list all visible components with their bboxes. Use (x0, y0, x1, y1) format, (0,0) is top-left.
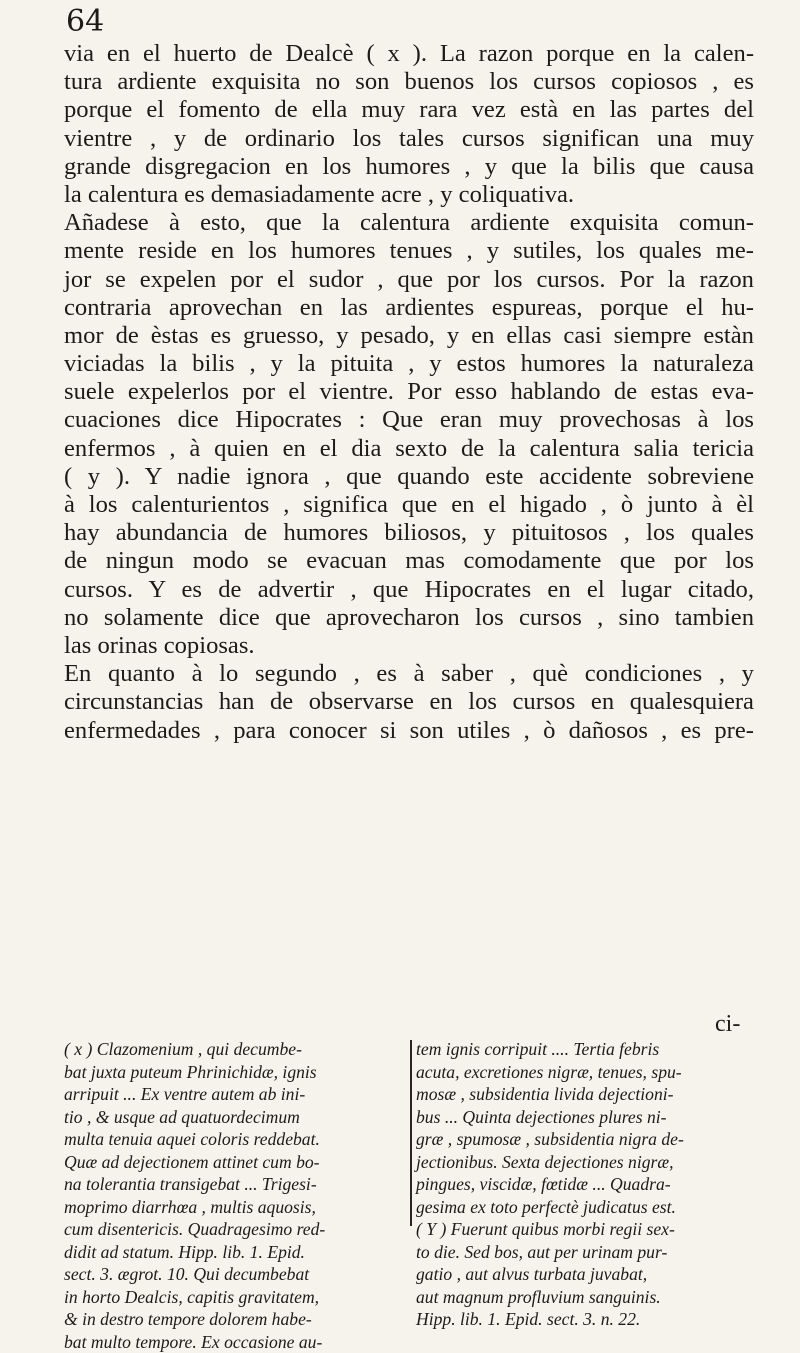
text-line: enfermos , à quien en el dia sexto de la calentura salia tericia (64, 435, 754, 463)
text-line: mor de èstas es gruesso, y pesado, y en ellas casi siempre estàn (64, 322, 754, 350)
text-line: En quanto à lo segundo , es à saber , què condiciones , y (64, 660, 754, 688)
text-line: Añadese à esto, que la calentura ardiente exquisita comun- (64, 209, 754, 237)
footnote-line: & in destro tempore dolorem habe- (64, 1308, 402, 1331)
footnote-line: græ , spumosæ , subsidentia nigra de- (416, 1128, 756, 1151)
footnote-line: acuta, excretiones nigræ, tenues, spu- (416, 1061, 756, 1084)
main-text-block (64, 40, 754, 745)
text-line: jor se expelen por el sudor , que por los cursos. Por la razon (64, 266, 754, 294)
footnote-line: mosæ , subsidentia livida dejectioni- (416, 1083, 756, 1106)
footnote-line: bus ... Quinta dejectiones plures ni- (416, 1106, 756, 1129)
footnote-line: ( x ) Clazomenium , qui decumbe- (64, 1038, 402, 1061)
footnote-line: Hipp. lib. 1. Epid. sect. 3. n. 22. (416, 1308, 756, 1331)
footnote-line: jectionibus. Sexta dejectiones nigræ, (416, 1151, 756, 1174)
text-line: grande disgregacion en los humores , y que la bilis que causa (64, 153, 754, 181)
text-line: mente reside en los humores tenues , y sutiles, los quales me- (64, 237, 754, 265)
footnote-line: gesima ex toto perfectè judicatus est. (416, 1196, 756, 1219)
footnote-line: didit ad statum. Hipp. lib. 1. Epid. (64, 1241, 402, 1264)
footnote-line: Quæ ad dejectionem attinet cum bo- (64, 1151, 402, 1174)
text-line: à los calenturientos , significa que en el higado , ò junto à èl (64, 491, 754, 519)
text-line: de ningun modo se evacuan mas comodamente que por los (64, 547, 754, 575)
text-line: ( y ). Y nadie ignora , que quando este accidente sobreviene (64, 463, 754, 491)
footnote-line: bat juxta puteum Phrinichidæ, ignis (64, 1061, 402, 1084)
text-line: contraria aprovechan en las ardientes espureas, porque el hu- (64, 294, 754, 322)
footnote-line: bat multo tempore. Ex occasione au- (64, 1331, 402, 1353)
text-line: enfermedades , para conocer si son utiles , ò dañosos , es pre- (64, 717, 754, 745)
text-line: circunstancias han de observarse en los cursos en qualesquiera (64, 688, 754, 716)
footnote-column-left (64, 1038, 402, 1353)
footnotes (64, 1038, 754, 1228)
footnote-line: na tolerantia transigebat ... Trigesi- (64, 1173, 402, 1196)
text-line: porque el fomento de ella muy rara vez està en las partes del (64, 96, 754, 124)
text-line: cuaciones dice Hipocrates : Que eran muy provechosas à los (64, 406, 754, 434)
text-line: vientre , y de ordinario los tales cursos significan una muy (64, 125, 754, 153)
footnote-line: to die. Sed bos, aut per urinam pur- (416, 1241, 756, 1264)
text-line: no solamente dice que aprovecharon los cursos , sino tambien (64, 604, 754, 632)
catchword: ci- (715, 1010, 740, 1038)
footnote-line: tio , & usque ad quatuordecimum (64, 1106, 402, 1129)
text-line: tura ardiente exquisita no son buenos los cursos copiosos , es (64, 68, 754, 96)
text-line: cursos. Y es de advertir , que Hipocrates en el lugar citado, (64, 576, 754, 604)
text-line: la calentura es demasiadamente acre , y coliquativa. (64, 181, 754, 209)
text-line: viciadas la bilis , y la pituita , y estos humores la naturaleza (64, 350, 754, 378)
page-number: 64 (66, 6, 104, 38)
footnote-line: sect. 3. ægrot. 10. Qui decumbebat (64, 1263, 402, 1286)
footnote-line: aut magnum profluvium sanguinis. (416, 1286, 756, 1309)
footnote-line: pingues, viscidæ, fœtidæ ... Quadra- (416, 1173, 756, 1196)
footnote-line: arripuit ... Ex ventre autem ab ini- (64, 1083, 402, 1106)
footnote-line: ( Y ) Fuerunt quibus morbi regii sex- (416, 1218, 756, 1241)
footnote-line: multa tenuia aquei coloris reddebat. (64, 1128, 402, 1151)
footnote-line: cum disentericis. Quadragesimo red- (64, 1218, 402, 1241)
footnote-line: gatio , aut alvus turbata juvabat, (416, 1263, 756, 1286)
footnote-line: moprimo diarrhœa , multis aquosis, (64, 1196, 402, 1219)
footnote-column-right (416, 1038, 756, 1331)
text-line: suele expelerlos por el vientre. Por esso hablando de estas eva- (64, 378, 754, 406)
text-line: via en el huerto de Dealcè ( x ). La razon porque en la calen- (64, 40, 754, 68)
text-line: hay abundancia de humores biliosos, y pituitosos , los quales (64, 519, 754, 547)
text-line: las orinas copiosas. (64, 632, 754, 660)
column-divider (410, 1040, 412, 1226)
footnote-line: in horto Dealcis, capitis gravitatem, (64, 1286, 402, 1309)
footnote-line: tem ignis corripuit .... Tertia febris (416, 1038, 756, 1061)
